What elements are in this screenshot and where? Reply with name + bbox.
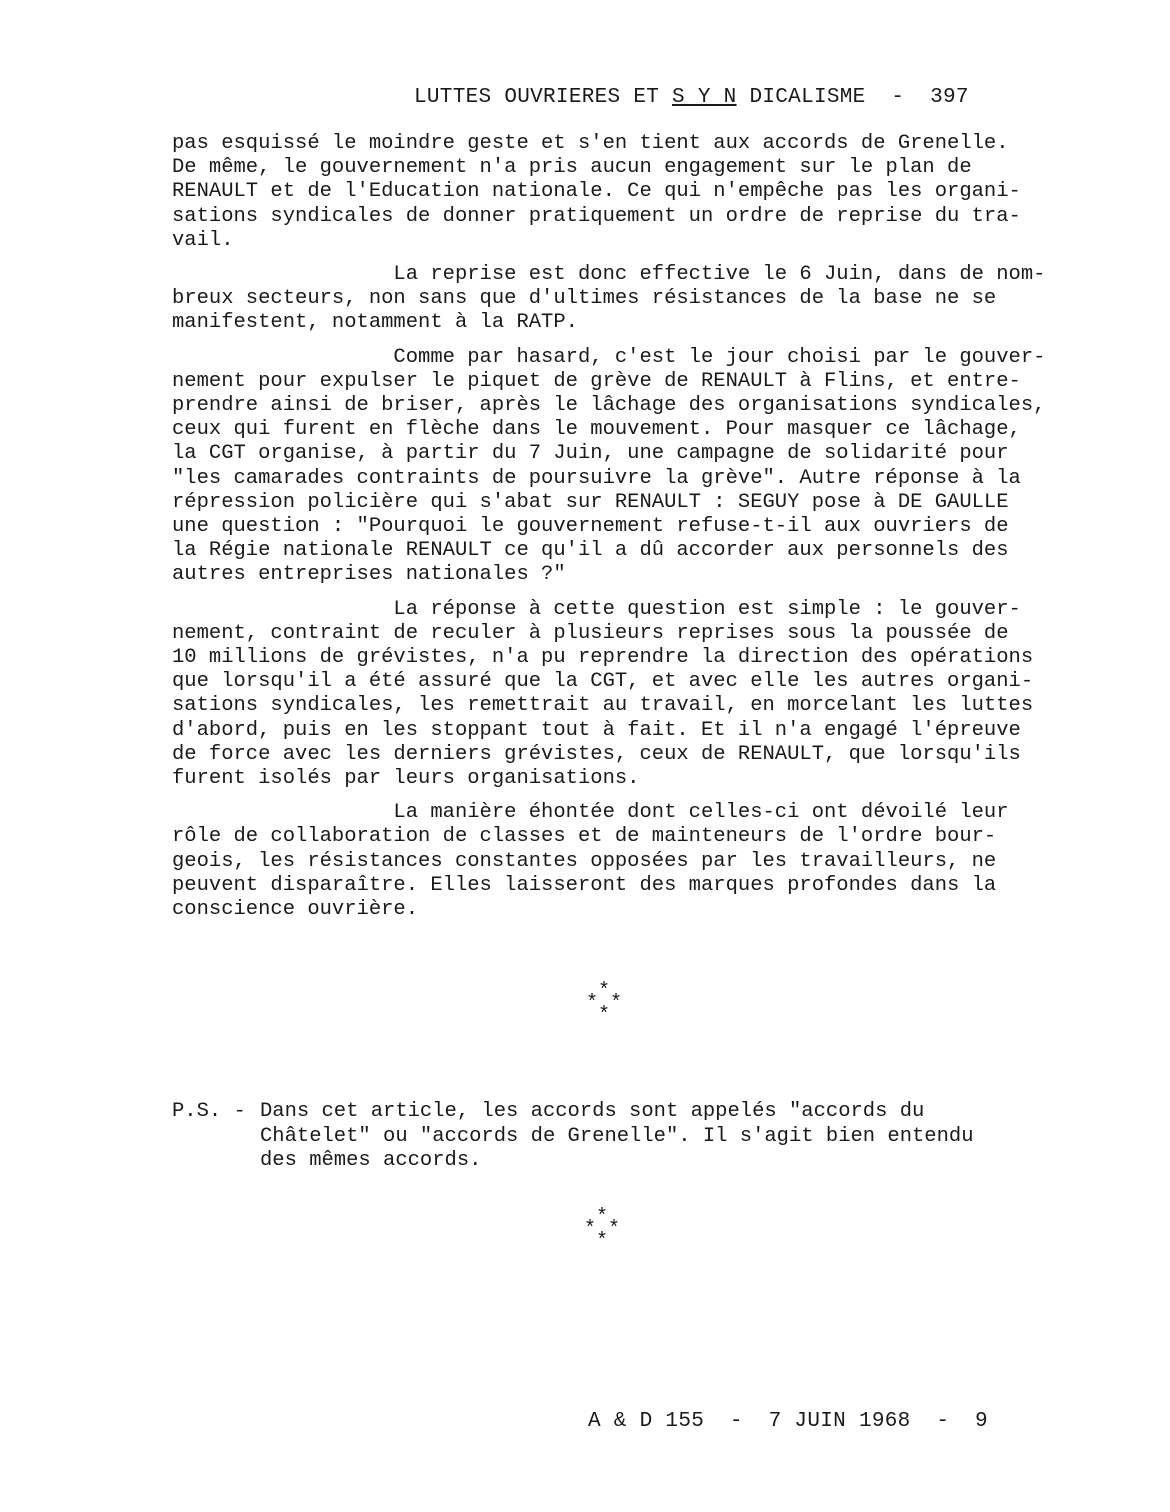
postscript-label: P.S. -: [172, 1100, 246, 1123]
paragraph-1: pas esquissé le moindre geste et s'en tient aux accords de Grenelle. De même, le gouvernement n'a pris aucun engagement sur le plan de RENAULT et de l'Education nationale. Ce qui n'empêche pas les organi- sations syndicales de donner pratiquement un ordre de reprise du tra- vail.: [172, 132, 1021, 252]
postscript: [172, 1100, 1072, 1174]
paragraph-4: La réponse à cette question est simple : le gouver- nement, contraint de reculer à plusieurs reprises sous la poussée de 10 millions de grévistes, n'a pu reprendre la direction des opérations que lorsqu'il a été assuré que la CGT, et avec elle les autres organi- sations syndicales, les remettrait au travail, en morcelant les luttes d'abord, puis en les stoppant tout à fait. Et il n'a engagé l'épreuve de force avec les derniers grévistes, ceux de RENAULT, que lorsqu'ils furent isolés par leurs organisations.: [172, 597, 1034, 791]
separator-star: *: [586, 992, 599, 1015]
separator-star: *: [596, 1230, 609, 1253]
paragraph-3: Comme par hasard, c'est le jour choisi par le gouver- nement pour expulser le piquet de grève de RENAULT à Flins, et entre- prendre ainsi de briser, après le lâchage des organisations syndicales, ceux qui furent en flèche dans le mouvement. Pour masquer ce lâchage, la CGT organise, à partir du 7 Juin, une campagne de solidarité pour "les camarades contraints de poursuivre la grève". Autre réponse à la répression policière qui s'abat sur RENAULT : SEGUY pose à DE GAULLE une question : "Pourquoi le gouvernement refuse-t-il aux ouvriers de la Régie nationale RENAULT ce qu'il a dû accorder aux personnels des autres entreprises nationales ?": [172, 345, 1046, 587]
header-title-prefix: LUTTES OUVRIERES ET: [414, 86, 673, 109]
running-header: [414, 86, 1014, 109]
page-footer: A & D 155 - 7 JUIN 1968 - 9: [588, 1410, 988, 1433]
end-separator-asterism: [572, 1206, 632, 1254]
separator-star: *: [608, 1218, 621, 1241]
paragraph-5: La manière éhontée dont celles-ci ont dévoilé leur rôle de collaboration de classes et de mainteneurs de l'ordre bour- geois, les résistances constantes opposées par les travailleurs, ne peuvent disparaître. Elles laisseront des marques profondes dans la conscience ouvrière.: [172, 801, 1009, 922]
article-body: [172, 132, 1102, 932]
paragraph-2: La reprise est donc effective le 6 Juin, dans de nom- breux secteurs, non sans que d'ultimes résistances de la base ne se manifestent, notamment à la RATP.: [172, 263, 1046, 335]
separator-star: *: [584, 1218, 597, 1241]
separator-star: *: [598, 980, 611, 1003]
header-title-suffix: DICALISME - 397: [736, 86, 969, 109]
header-title-syn: S Y N: [672, 86, 737, 109]
separator-star: *: [610, 992, 623, 1015]
separator-star: *: [596, 1206, 609, 1229]
postscript-text: Dans cet article, les accords sont appelés "accords du Châtelet" ou "accords de Grenelle". Il s'agit bien entendu des mêmes accords.: [260, 1100, 974, 1173]
section-separator-asterism: [574, 980, 634, 1028]
separator-star: *: [598, 1004, 611, 1027]
